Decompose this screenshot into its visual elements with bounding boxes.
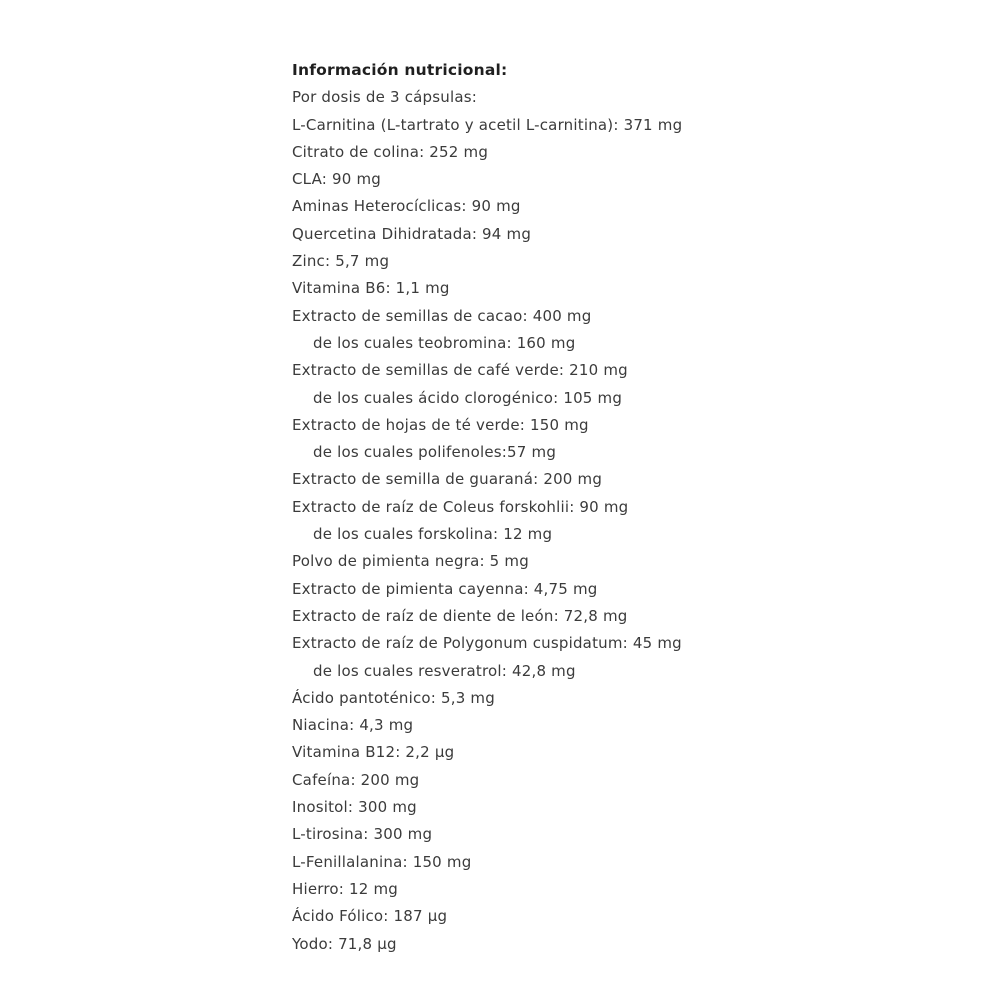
nutrition-line: Yodo: 71,8 µg (292, 934, 397, 953)
nutrition-line: Quercetina Dihidratada: 94 mg (292, 224, 532, 243)
nutrition-line: de los cuales resveratrol: 42,8 mg (313, 661, 576, 680)
nutrition-line: Ácido pantoténico: 5,3 mg (292, 688, 495, 707)
nutrition-line: de los cuales forskolina: 12 mg (313, 525, 553, 544)
nutrition-label (292, 57, 912, 958)
nutrition-line: Niacina: 4,3 mg (292, 716, 414, 735)
nutrition-line: Extracto de hojas de té verde: 150 mg (292, 415, 589, 434)
nutrition-line: Cafeína: 200 mg (292, 770, 420, 789)
nutrition-line: CLA: 90 mg (292, 170, 381, 189)
nutrition-line: de los cuales polifenoles:57 mg (313, 443, 557, 462)
nutrition-line: Zinc: 5,7 mg (292, 252, 390, 271)
nutrition-line: Polvo de pimienta negra: 5 mg (292, 552, 529, 571)
nutrition-line: L-Fenillalanina: 150 mg (292, 852, 472, 871)
nutrition-line: Extracto de semilla de guaraná: 200 mg (292, 470, 603, 489)
nutrition-line: de los cuales teobromina: 160 mg (313, 333, 576, 352)
nutrition-line: de los cuales ácido clorogénico: 105 mg (313, 388, 623, 407)
nutrition-line: Extracto de raíz de Coleus forskohlii: 90 mg (292, 497, 629, 516)
nutrition-line: L-tirosina: 300 mg (292, 825, 433, 844)
nutrition-line: Vitamina B6: 1,1 mg (292, 279, 450, 298)
nutrition-line: Vitamina B12: 2,2 µg (292, 743, 455, 762)
label-title: Información nutricional: (292, 61, 508, 79)
nutrition-line: Extracto de pimienta cayenna: 4,75 mg (292, 579, 598, 598)
label-lines (292, 84, 912, 958)
nutrition-line: L-Carnitina (L-tartrato y acetil L-carnitina): 371 mg (292, 115, 683, 134)
nutrition-line: Ácido Fólico: 187 µg (292, 907, 448, 926)
nutrition-line: Hierro: 12 mg (292, 879, 399, 898)
nutrition-line: Extracto de raíz de Polygonum cuspidatum: 45 mg (292, 634, 682, 653)
nutrition-line: Extracto de raíz de diente de león: 72,8 mg (292, 606, 628, 625)
nutrition-line: Por dosis de 3 cápsulas: (292, 88, 478, 107)
nutrition-line: Extracto de semillas de café verde: 210 mg (292, 361, 628, 380)
nutrition-line: Citrato de colina: 252 mg (292, 142, 489, 161)
nutrition-line: Aminas Heterocíclicas: 90 mg (292, 197, 521, 216)
nutrition-line: Extracto de semillas de cacao: 400 mg (292, 306, 592, 325)
nutrition-line: Inositol: 300 mg (292, 798, 417, 817)
